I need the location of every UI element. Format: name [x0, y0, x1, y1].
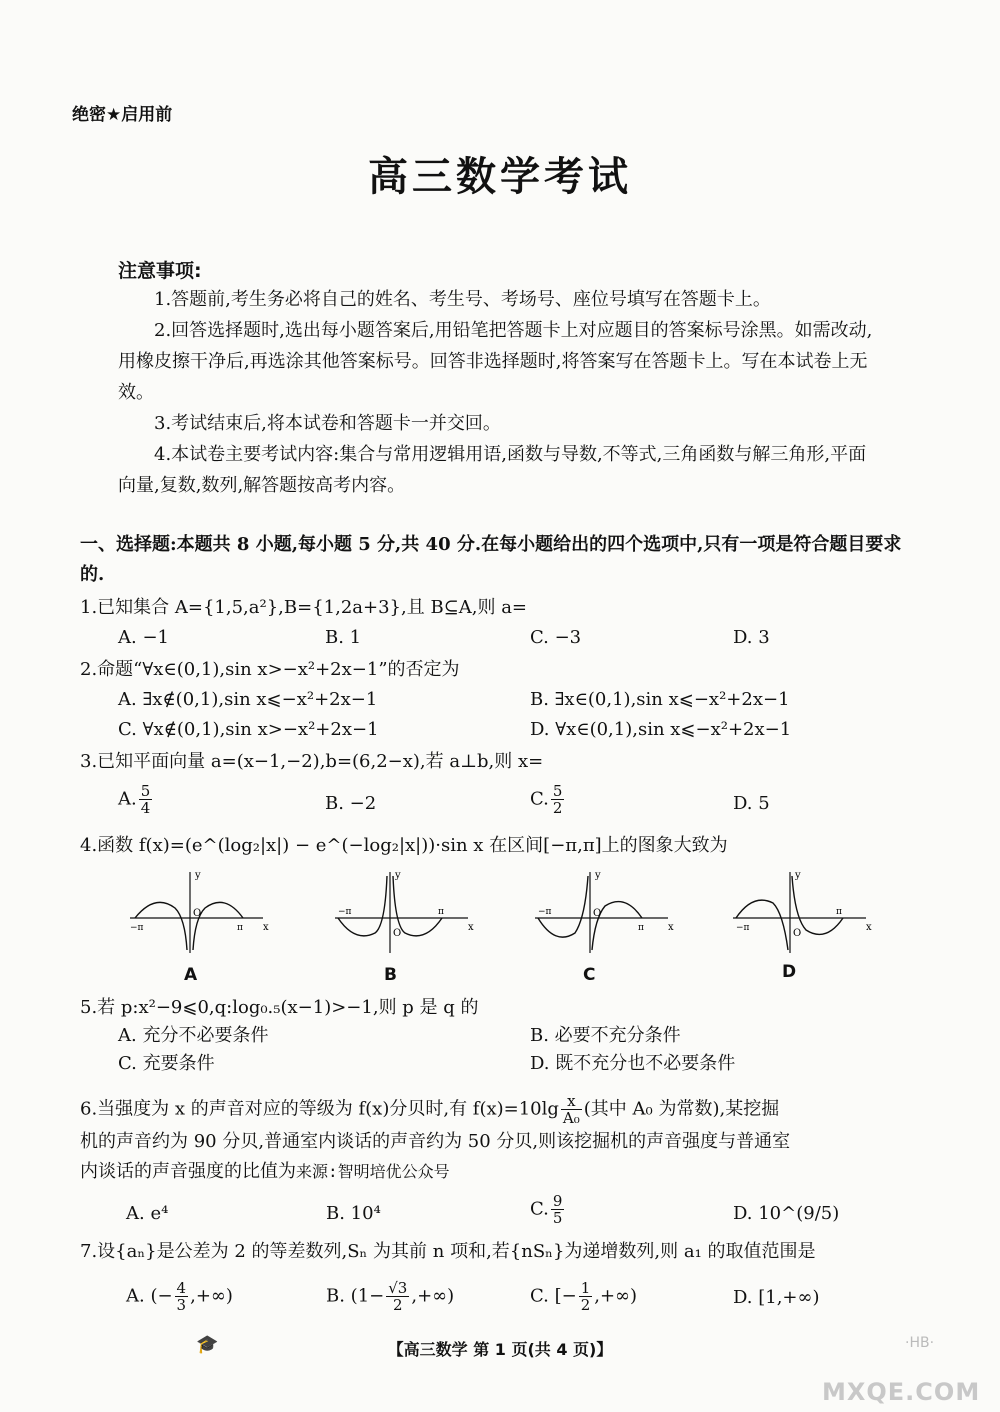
- graph-c: [530, 868, 675, 958]
- graph-d-label: D: [782, 962, 797, 982]
- q7-option-a-denominator: 3: [176, 1296, 187, 1314]
- question-3-stem: 3.已知平面向量 a=(x−1,−2),b=(6,2−x),若 a⊥b,则 x=: [80, 751, 544, 772]
- q7-option-d: D. [1,+∞): [733, 1287, 820, 1308]
- graph-d: [728, 868, 873, 958]
- graph-b-origin: O: [393, 928, 402, 939]
- graph-b-pos-pi: π: [438, 907, 444, 917]
- q3-option-c-label: C.: [530, 788, 549, 810]
- question-4-stem: 4.函数 f(x)=(e^(log₂|x|) − e^(−log₂|x|))·sin x 在区间[−π,π]上的图象大致为: [80, 835, 728, 856]
- graph-a-label: A: [184, 965, 198, 985]
- q6-option-d: D. 10^(9/5): [733, 1203, 840, 1224]
- q3-option-a-label: A.: [118, 788, 137, 810]
- q3-option-a-fraction: [139, 783, 153, 816]
- q5-option-b: B. 必要不充分条件: [530, 1025, 681, 1046]
- graph-b-y-label: y: [395, 870, 401, 881]
- graph-c-neg-pi: −π: [538, 907, 552, 917]
- q6-line-3: [80, 1158, 450, 1186]
- graph-a-y-label: y: [195, 870, 201, 881]
- q7-option-c-post: ,+∞): [594, 1285, 638, 1307]
- q3-option-c-denominator: 2: [552, 799, 563, 817]
- note-item: 1.答题前,考生务必将自己的姓名、考生号、考场号、座位号填写在答题卡上。: [154, 289, 771, 310]
- question-1-stem: 1.已知集合 A={1,5,a²},B={1,2a+3},且 B⊆A,则 a=: [80, 597, 528, 618]
- notes-heading: 注意事项:: [118, 260, 202, 282]
- graph-a: [125, 868, 270, 958]
- q7-option-a: [126, 1280, 233, 1313]
- q5-option-d: D. 既不充分也不必要条件: [530, 1053, 736, 1074]
- question-5-stem: 5.若 p:x²−9⩽0,q:log₀.₅(x−1)>−1,则 p 是 q 的: [80, 997, 479, 1018]
- graph-b: [330, 868, 475, 958]
- q6-option-c-label: C.: [530, 1198, 549, 1220]
- graph-b-label: B: [384, 965, 397, 985]
- graph-d-pos-pi: π: [836, 907, 842, 917]
- graph-a-neg-pi: −π: [130, 923, 144, 933]
- q7-option-c-pre: C. [−: [530, 1285, 577, 1307]
- q5-option-a: A. 充分不必要条件: [118, 1025, 269, 1046]
- q6-stem-end: (其中 A₀ 为常数),某挖掘: [583, 1098, 780, 1120]
- q7-option-a-pre: A. (−: [126, 1285, 173, 1307]
- page-footer: 【高三数学 第 1 页(共 4 页)】: [387, 1340, 613, 1359]
- q6-option-c-numerator: 9: [552, 1192, 563, 1210]
- q3-option-c-fraction: [551, 783, 565, 816]
- q7-option-c-denominator: 2: [580, 1296, 591, 1314]
- graph-d-x-label: x: [866, 922, 872, 933]
- graph-c-x-label: x: [668, 922, 674, 933]
- graduation-cap-icon: 🎓: [196, 1334, 219, 1355]
- graph-c-pos-pi: π: [638, 923, 644, 933]
- graph-c-label: C: [583, 965, 596, 985]
- watermark: MXQE.COM: [822, 1378, 981, 1406]
- graph-a-curve: [135, 902, 243, 950]
- graph-c-origin: O: [593, 908, 602, 919]
- q3-option-d: D. 5: [733, 793, 770, 814]
- q7-option-c-numerator: 1: [580, 1279, 591, 1297]
- graph-d-y-label: y: [795, 870, 801, 881]
- q6-stem-start: 6.当强度为 x 的声音对应的等级为 f(x)分贝时,有 f(x)=10lg: [80, 1098, 559, 1120]
- q2-option-d: D. ∀x∈(0,1),sin x⩽−x²+2x−1: [530, 719, 792, 740]
- q6-option-a: A. e⁴: [126, 1203, 169, 1224]
- q7-option-c-fraction: [579, 1280, 593, 1313]
- q7-option-b-fraction: [386, 1280, 409, 1313]
- q7-option-a-fraction: [175, 1280, 189, 1313]
- q6-option-c-fraction: [551, 1193, 565, 1226]
- q1-option-c: C. −3: [530, 627, 582, 648]
- question-2-stem: 2.命题“∀x∈(0,1),sin x>−x²+2x−1”的否定为: [80, 659, 460, 680]
- q3-option-b: B. −2: [325, 793, 377, 814]
- q1-option-a: A. −1: [118, 627, 169, 648]
- q6-fraction-denominator: A₀: [562, 1109, 580, 1127]
- graph-d-neg-pi: −π: [736, 923, 750, 933]
- graph-a-pos-pi: π: [237, 923, 243, 933]
- note-item: 4.本试卷主要考试内容:集合与常用逻辑用语,函数与导数,不等式,三角函数与解三角形,平面向量,复数,数列,解答题按高考内容。: [118, 444, 867, 496]
- section-heading: 一、选择题:本题共 8 小题,每小题 5 分,共 40 分.在每小题给出的四个选项中,只有一项是符合题目要求的.: [80, 534, 902, 585]
- q6-source-note: 来源:智明培优公众号: [296, 1162, 450, 1181]
- q5-option-c: C. 充要条件: [118, 1053, 215, 1074]
- q3-option-c: [530, 783, 566, 816]
- q2-option-b: B. ∃x∈(0,1),sin x⩽−x²+2x−1: [530, 689, 790, 710]
- q6-fraction: [561, 1093, 582, 1126]
- q7-option-b-pre: B. (1−: [326, 1285, 385, 1307]
- graph-a-origin: O: [193, 908, 202, 919]
- q7-option-a-numerator: 4: [176, 1279, 187, 1297]
- q7-option-c: [530, 1280, 637, 1313]
- q6-line-2: 机的声音约为 90 分贝,普通室内谈话的声音约为 50 分贝,则该挖掘机的声音强度与普通室: [80, 1131, 791, 1152]
- q6-option-c-denominator: 5: [552, 1209, 563, 1227]
- q6-fraction-numerator: x: [561, 1093, 582, 1110]
- q1-option-d: D. 3: [733, 627, 770, 648]
- q7-option-b-numerator: √3: [388, 1279, 408, 1297]
- question-7-stem: 7.设{aₙ}是公差为 2 的等差数列,Sₙ 为其前 n 项和,若{nSₙ}为递增数列,则 a₁ 的取值范围是: [80, 1241, 816, 1262]
- confidential-label: 绝密★启用前: [72, 105, 173, 125]
- q3-option-a: [118, 783, 154, 816]
- note-item: 3.考试结束后,将本试卷和答题卡一并交回。: [154, 413, 501, 434]
- page-title: 高三数学考试: [368, 154, 632, 200]
- q3-option-c-numerator: 5: [552, 782, 563, 800]
- q6-option-c: [530, 1193, 566, 1226]
- q6-option-b: B. 10⁴: [326, 1203, 381, 1224]
- graph-d-origin: O: [793, 928, 802, 939]
- graph-c-y-label: y: [595, 870, 601, 881]
- q7-option-b: [326, 1280, 454, 1313]
- graph-b-neg-pi: −π: [338, 907, 352, 917]
- graph-a-x-label: x: [263, 922, 269, 933]
- q6-line-3-text: 内谈话的声音强度的比值为: [80, 1161, 296, 1182]
- footer-code: ·HB·: [905, 1335, 935, 1351]
- q3-option-a-denominator: 4: [140, 799, 151, 817]
- q7-option-b-denominator: 2: [393, 1296, 403, 1314]
- q2-option-a: A. ∃x∉(0,1),sin x⩽−x²+2x−1: [118, 689, 378, 710]
- graph-b-x-label: x: [468, 922, 474, 933]
- note-item: 2.回答选择题时,选出每小题答案后,用铅笔把答题卡上对应题目的答案标号涂黑。如需改动,用橡皮擦干净后,再选涂其他答案标号。回答非选择题时,将答案写在答题卡上。写在本试卷上无效。: [118, 320, 873, 403]
- question-6-stem: [80, 1093, 779, 1126]
- q3-option-a-numerator: 5: [140, 782, 151, 800]
- q7-option-b-post: ,+∞): [411, 1285, 455, 1307]
- q7-option-a-post: ,+∞): [190, 1285, 233, 1307]
- q2-option-c: C. ∀x∉(0,1),sin x>−x²+2x−1: [118, 719, 379, 740]
- notes-list: [118, 284, 878, 501]
- q1-option-b: B. 1: [325, 627, 362, 648]
